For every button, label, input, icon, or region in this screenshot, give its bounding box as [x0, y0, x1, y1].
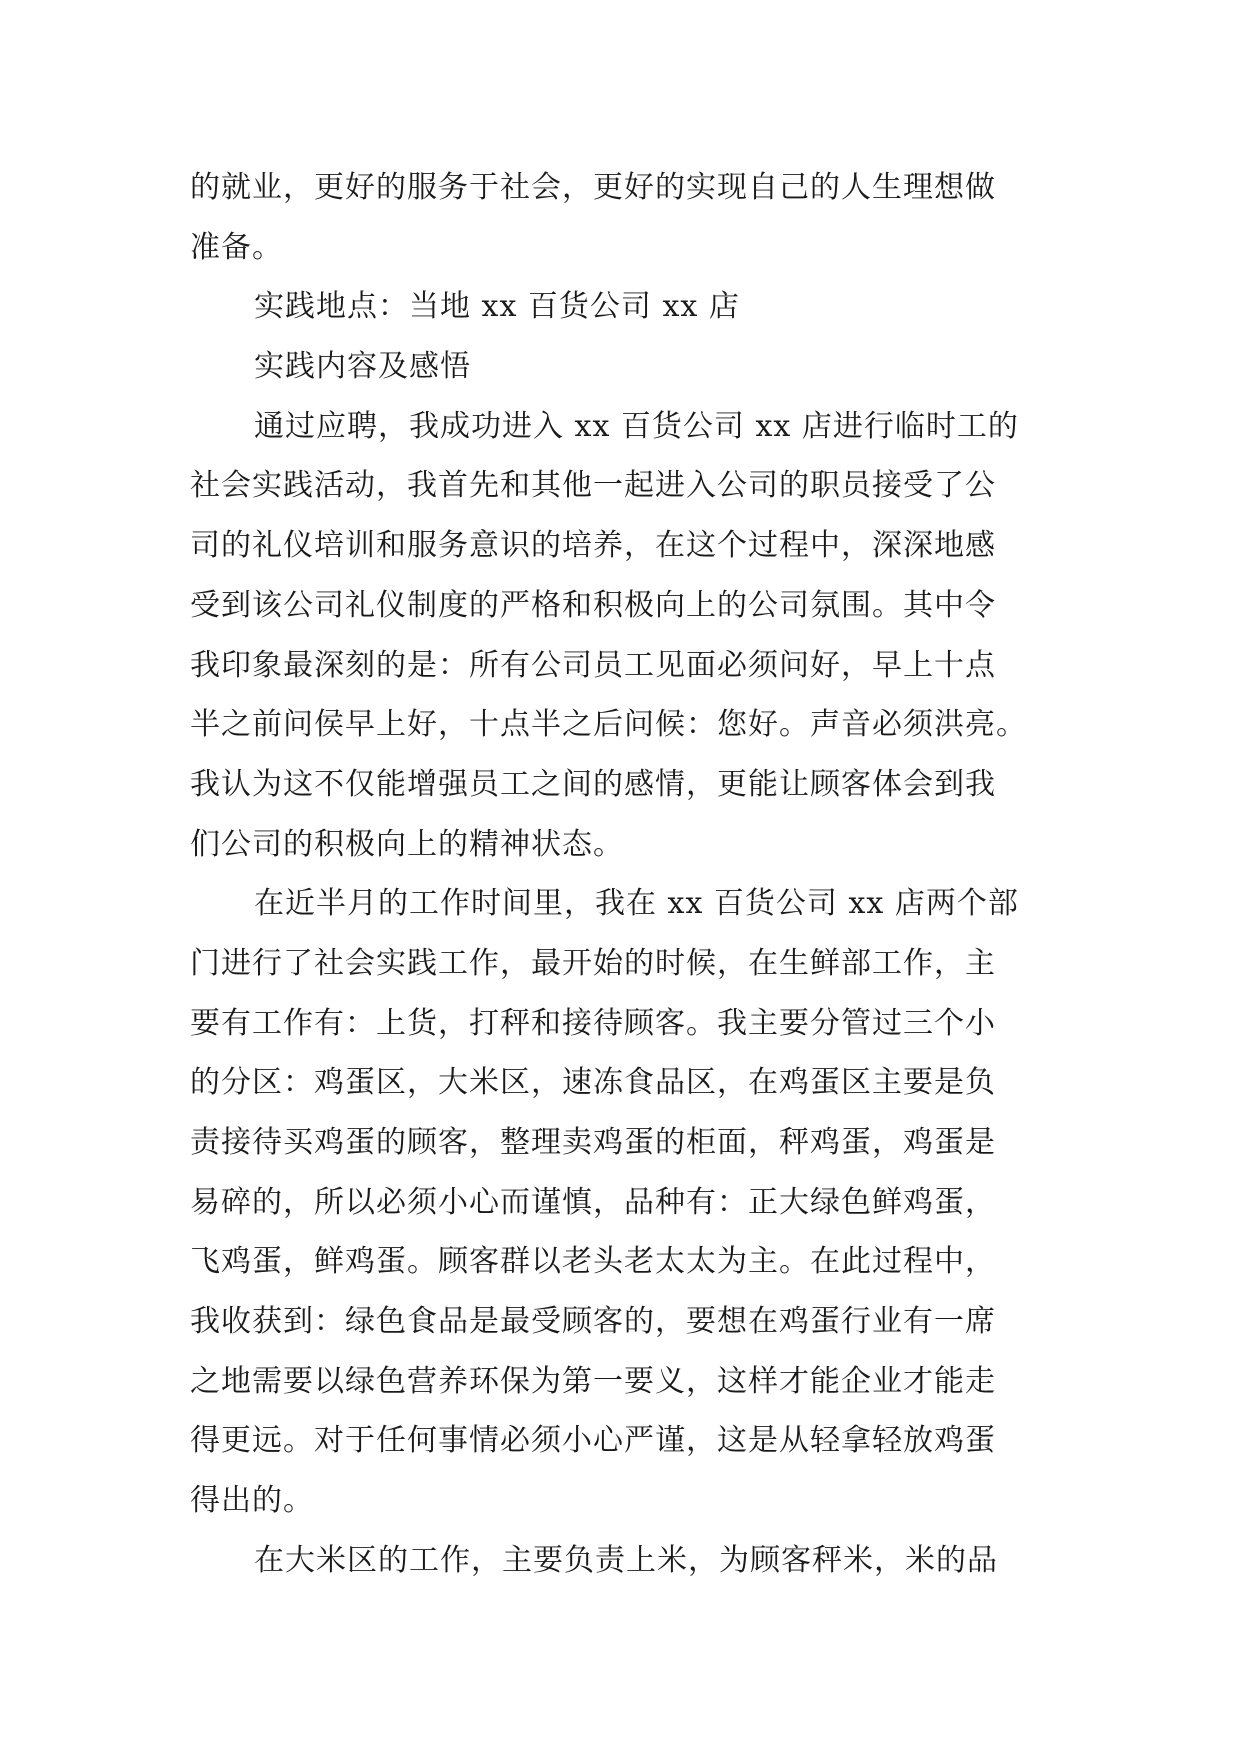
text-line: 我收获到：绿色食品是最受顾客的，要想在鸡蛋行业有一席	[190, 1304, 996, 1340]
text-line: 要有工作有：上货，打秤和接待顾客。我主要分管过三个小	[190, 1005, 996, 1041]
text-line: 的就业，更好的服务于社会，更好的实现自己的人生理想做	[190, 170, 996, 205]
text-line: 司的礼仪培训和服务意识的培养，在这个过程中，深深地感	[190, 528, 996, 564]
text-line: 在近半月的工作时间里，我在 xx 百货公司 xx 店两个部	[254, 886, 1019, 922]
text-line: 飞鸡蛋，鲜鸡蛋。顾客群以老头老太太为主。在此过程中，	[190, 1244, 996, 1280]
text-line: 们公司的积极向上的精神状态。	[190, 826, 624, 862]
text-line: 我认为这不仅能增强员工之间的感情，更能让顾客体会到我	[190, 766, 996, 802]
text-line: 得出的。	[190, 1483, 314, 1519]
text-line: 半之前问侯早上好，十点半之后问候：您好。声音必须洪亮。	[190, 707, 1027, 743]
document-body	[190, 158, 1050, 1591]
text-line: 在大米区的工作，主要负责上米，为顾客秤米，米的品	[254, 1542, 998, 1578]
text-line: 通过应聘，我成功进入 xx 百货公司 xx 店进行临时工的	[254, 408, 1019, 444]
text-line: 我印象最深刻的是：所有公司员工见面必须问好，早上十点	[190, 647, 996, 683]
text-line: 之地需要以绿色营养环保为第一要义，这样才能企业才能走	[190, 1363, 996, 1399]
text-line: 实践地点：当地 xx 百货公司 xx 店	[254, 289, 740, 325]
text-line: 实践内容及感悟	[254, 349, 471, 385]
text-line: 社会实践活动，我首先和其他一起进入公司的职员接受了公	[190, 468, 996, 504]
text-line: 责接待买鸡蛋的顾客，整理卖鸡蛋的柜面，秤鸡蛋，鸡蛋是	[190, 1125, 996, 1160]
text-line: 门进行了社会实践工作，最开始的时候，在生鲜部工作，主	[190, 945, 996, 981]
text-line: 受到该公司礼仪制度的严格和积极向上的公司氛围。其中令	[190, 587, 996, 623]
text-line: 易碎的，所以必须小心而谨慎，品种有：正大绿色鲜鸡蛋，	[190, 1184, 996, 1220]
text-line: 的分区：鸡蛋区，大米区，速冻食品区，在鸡蛋区主要是负	[190, 1065, 996, 1101]
text-line: 准备。	[190, 229, 283, 265]
text-line: 得更远。对于任何事情必须小心严谨，这是从轻拿轻放鸡蛋	[190, 1423, 996, 1459]
